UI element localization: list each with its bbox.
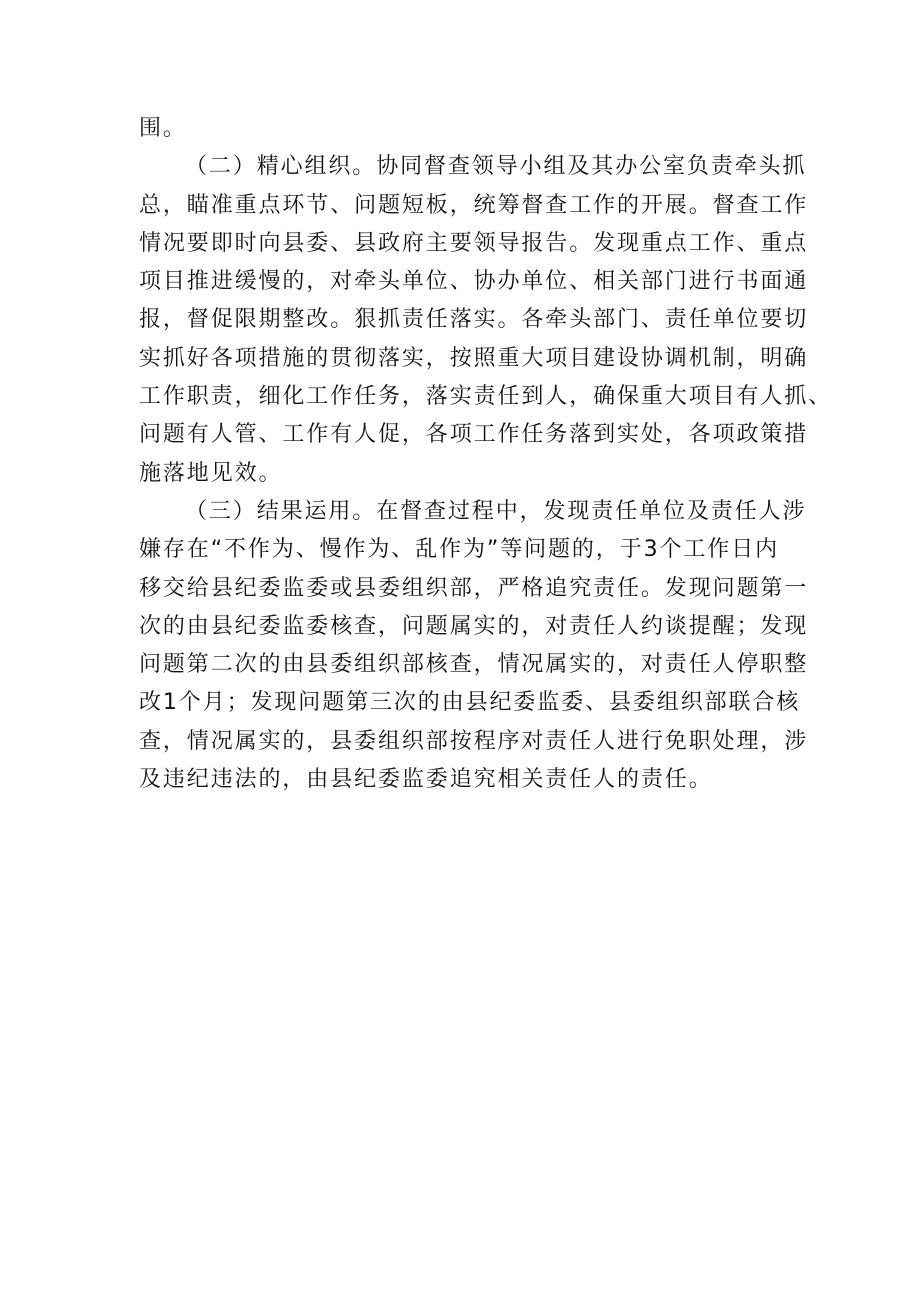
text-line: 围。 <box>139 116 187 141</box>
text-line: （二）精心组织。协同督查领导小组及其办公室负责牵头抓 <box>185 154 807 180</box>
document-body <box>139 110 833 799</box>
text-line: 问题第二次的由县委组织部核查，情况属实的，对责任人停职整 <box>139 652 809 678</box>
text-line: 移交给县纪委监委或县委组织部，严格追究责任。发现问题第一 <box>139 575 809 601</box>
text-line: 报，督促限期整改。狠抓责任落实。各牵头部门、责任单位要切 <box>139 307 809 333</box>
text-line: 工作职责，细化工作任务，落实责任到人，确保重大项目有人抓、 <box>139 384 833 410</box>
text-line: 查，情况属实的，县委组织部按程序对责任人进行免职处理，涉 <box>139 728 809 754</box>
text-line: 总，瞄准重点环节、问题短板，统筹督查工作的开展。督查工作 <box>139 192 809 218</box>
text-line: 及违纪违法的，由县纪委监委追究相关责任人的责任。 <box>139 767 713 793</box>
text-line: 实抓好各项措施的贯彻落实，按照重大项目建设协调机制，明确 <box>139 345 809 371</box>
text-line: 情况要即时向县委、县政府主要领导报告。发现重点工作、重点 <box>139 230 809 256</box>
text-line: （三）结果运用。在督查过程中，发现责任单位及责任人涉 <box>185 498 807 524</box>
text-line: 问题有人管、工作有人促，各项工作任务落到实处，各项政策措 <box>139 422 809 448</box>
text-line: 施落地见效。 <box>139 460 283 486</box>
text-line: 嫌存在“不作为、慢作为、乱作为”等问题的，于3个工作日内 <box>139 537 779 563</box>
text-line: 次的由县纪委监委核查，问题属实的，对责任人约谈提醒；发现 <box>139 613 809 639</box>
text-line: 改1个月；发现问题第三次的由县纪委监委、县委组织部联合核 <box>139 690 801 716</box>
text-line: 项目推进缓慢的，对牵头单位、协办单位、相关部门进行书面通 <box>139 269 809 295</box>
